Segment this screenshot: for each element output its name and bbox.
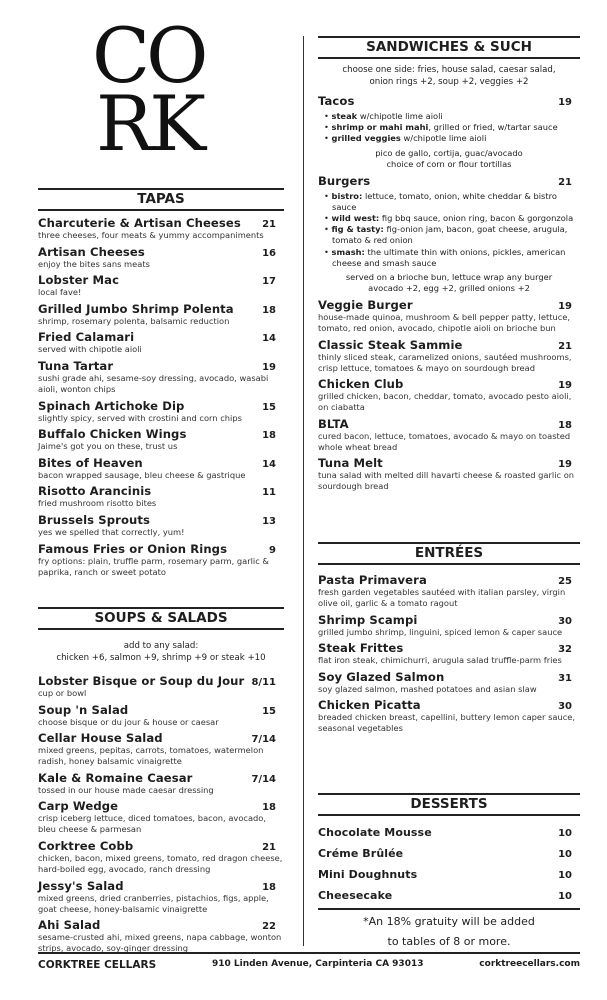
- menu-item-name: Artisan Cheeses: [38, 244, 145, 259]
- section-title: TAPAS: [38, 188, 284, 211]
- tapas-list: [38, 216, 284, 578]
- menu-item-price: 14: [262, 458, 276, 470]
- option-item: [324, 224, 580, 246]
- menu-item: [38, 771, 284, 796]
- menu-item-price: 21: [262, 219, 276, 230]
- menu-item-price: 18: [262, 430, 276, 442]
- menu-item-header: [38, 513, 284, 527]
- menu-item-name: Pasta Primavera: [318, 573, 427, 587]
- menu-item: [38, 484, 284, 509]
- menu-item-description: cured bacon, lettuce, tomatoes, avocado & mayo on toasted whole wheat bread: [318, 430, 571, 452]
- gratuity-line: *An 18% gratuity will be added: [363, 915, 535, 928]
- menu-item-header: [38, 703, 284, 717]
- menu-item: [38, 674, 284, 699]
- menu-item-name: Tacos: [318, 94, 355, 108]
- footer: [38, 952, 580, 971]
- menu-item-description: three cheeses, four meats & yummy accompaniments: [38, 230, 264, 240]
- menu-item-description: fresh garden vegetables sautéed with italian parsley, virgin olive oil, garlic & a tomato ragout: [318, 587, 566, 608]
- menu-item-name: Buffalo Chicken Wings: [38, 427, 187, 442]
- menu-item-description: bacon wrapped sausage, bleu cheese & gastrique: [38, 469, 246, 480]
- menu-item-header: [38, 674, 284, 688]
- menu-item-description: crisp iceberg lettuce, diced tomatoes, bacon, avocado, bleu cheese & parmesan: [38, 813, 267, 835]
- menu-item-description: tossed in our house made caesar dressing: [38, 784, 214, 795]
- menu-item-description: grilled jumbo shrimp, linguini, spiced lemon & caper sauce: [318, 626, 563, 637]
- menu-item-name: Cheesecake: [318, 889, 393, 902]
- menu-item-description: sushi grade ahi, sesame-soy dressing, avocado, wasabi aioli, wonton chips: [38, 372, 269, 394]
- menu-item-name: Soy Glazed Salmon: [318, 669, 445, 684]
- sides-note: [318, 64, 580, 88]
- menu-item-header: [318, 338, 580, 352]
- menu-item: [318, 698, 580, 734]
- menu-item-name: Charcuterie & Artisan Cheeses: [38, 216, 241, 230]
- option-name: grilled veggies: [331, 133, 401, 144]
- option-item: [324, 122, 580, 133]
- menu-item-description: mixed greens, pepitas, carrots, tomatoes, watermelon radish, honey balsamic vinaigrette: [38, 745, 264, 767]
- menu-item: [38, 513, 284, 538]
- menu-item-name: Brussels Sprouts: [38, 512, 151, 527]
- menu-item-price: 30: [558, 615, 572, 627]
- menu-item-name: Kale & Romaine Caesar: [38, 770, 193, 785]
- menu-item-name: Chicken Picatta: [318, 698, 421, 713]
- menu-item-header: [318, 613, 580, 627]
- menu-item-header: [318, 456, 580, 470]
- menu-item-price: 10: [558, 828, 572, 839]
- menu-item-price: 11: [262, 487, 276, 499]
- menu-item-header: [318, 94, 580, 108]
- menu-item: [318, 641, 580, 666]
- menu-item-name: Tuna Melt: [318, 456, 383, 471]
- menu-item-name: Shrimp Scampi: [318, 612, 418, 627]
- note-line: chicken +6, salmon +9, shrimp +9 or steak +10: [56, 653, 266, 663]
- menu-item-name: Cellar House Salad: [38, 731, 163, 746]
- menu-item-header: [318, 826, 580, 840]
- sandwiches-list: [318, 298, 580, 492]
- gratuity-line: to tables of 8 or more.: [387, 935, 511, 948]
- menu-item-header: [318, 417, 580, 431]
- menu-item-price: 18: [262, 802, 276, 814]
- menu-item-price: 25: [558, 576, 572, 587]
- menu-item: [318, 613, 580, 638]
- menu-item-name: Fried Calamari: [38, 330, 135, 345]
- menu-item-description: chicken, bacon, mixed greens, tomato, red dragon cheese, hard-boiled egg, avocado, ranch dressing: [38, 852, 283, 874]
- menu-item-name: Soup 'n Salad: [38, 702, 129, 717]
- menu-item-price: 22: [262, 921, 276, 933]
- menu-item-header: [38, 731, 284, 745]
- section-title: SANDWICHES & SUCH: [318, 36, 580, 59]
- menu-item-name: Grilled Jumbo Shrimp Polenta: [38, 301, 234, 316]
- menu-item-header: [38, 918, 284, 932]
- note-line: choose one side: fries, house salad, caesar salad,: [342, 65, 556, 75]
- menu-item-name: Créme Brûlée: [318, 847, 404, 860]
- menu-item-name: Veggie Burger: [318, 298, 413, 313]
- menu-item: [318, 338, 580, 374]
- menu-item-name: Burgers: [318, 173, 371, 188]
- menu-item-header: [38, 359, 284, 373]
- menu-item: [38, 703, 284, 728]
- menu-item-header: [318, 174, 580, 188]
- menu-item-name: Corktree Cobb: [38, 838, 134, 853]
- menu-item: [38, 273, 284, 298]
- option-detail: , grilled or fried, w/tartar sauce: [428, 122, 558, 133]
- menu-item-price: 32: [558, 644, 572, 656]
- menu-item: [38, 245, 284, 270]
- menu-item-price: 17: [262, 276, 276, 288]
- menu-item-description: sesame-crusted ahi, mixed greens, napa cabbage, wonton strips, avocado, soy-ginger dressing: [38, 932, 282, 954]
- menu-item-header: [38, 771, 284, 785]
- tacos-item: [318, 94, 580, 170]
- menu-item-name: Ahi Salad: [38, 918, 101, 933]
- option-detail: fig-onion jam, bacon, goat cheese, arugula, tomato & red onion: [332, 224, 568, 246]
- entrees-section: [318, 542, 580, 738]
- menu-item: [318, 456, 580, 492]
- menu-item-price: 21: [558, 176, 572, 188]
- menu-item-header: [318, 847, 580, 861]
- menu-item-header: [38, 216, 284, 230]
- menu-item-name: Classic Steak Sammie: [318, 337, 463, 352]
- menu-item: [318, 417, 580, 453]
- menu-item-description: slightly spicy, served with crostini and corn chips: [38, 412, 242, 423]
- option-item: [324, 133, 580, 144]
- menu-item-description: breaded chicken breast, capellini, buttery lemon caper sauce, seasonal vegetables: [318, 712, 576, 734]
- menu-item-price: 8/11: [251, 677, 276, 688]
- menu-item-name: Lobster Mac: [38, 273, 120, 288]
- option-detail: w/chipotle lime aioli: [357, 111, 443, 121]
- menu-item-price: 10: [558, 849, 572, 860]
- menu-item-header: [318, 868, 580, 882]
- menu-item-header: [318, 670, 580, 684]
- menu-item-price: 31: [558, 672, 572, 684]
- menu-item-price: 19: [558, 380, 572, 392]
- menu-item-header: [38, 484, 284, 498]
- desserts-list: [318, 826, 580, 903]
- menu-item-price: 16: [262, 247, 276, 259]
- option-name: fig & tasty:: [331, 224, 384, 235]
- menu-item: [318, 868, 580, 882]
- menu-item-name: Chicken Club: [318, 377, 404, 392]
- item-extras: [318, 272, 580, 294]
- menu-item-description: enjoy the bites sans meats: [38, 258, 150, 269]
- option-name: wild west:: [331, 213, 380, 224]
- menu-item-header: [318, 573, 580, 587]
- menu-item-header: [38, 542, 284, 556]
- menu-item-price: 15: [262, 705, 276, 717]
- section-title: DESSERTS: [318, 793, 580, 816]
- salad-addons-note: [38, 640, 284, 664]
- menu-item: [38, 399, 284, 424]
- menu-item-price: 9: [269, 544, 276, 556]
- menu-item-price: 15: [262, 401, 276, 413]
- menu-item-name: BLTA: [318, 416, 349, 431]
- item-extras: [318, 148, 580, 170]
- menu-item-name: Bites of Heaven: [38, 455, 143, 470]
- menu-item-name: Famous Fries or Onion Rings: [38, 541, 228, 556]
- extras-line: choice of corn or flour tortillas: [386, 158, 512, 169]
- menu-item: [38, 456, 284, 481]
- menu-item-description: fry options: plain, truffle parm, rosemary parm, garlic & paprika, ranch or sweet potato: [38, 555, 269, 577]
- menu-item-price: 19: [558, 97, 572, 108]
- footer-restaurant-name: CORKTREE CELLARS: [38, 959, 157, 971]
- menu-item: [38, 302, 284, 327]
- option-name: steak: [331, 111, 358, 121]
- menu-item-header: [318, 298, 580, 312]
- logo-line-2: RK: [96, 79, 202, 168]
- option-detail: w/chipotle lime aioli: [400, 133, 487, 144]
- section-title: ENTRÉES: [318, 542, 580, 565]
- menu-item-name: Steak Frittes: [318, 641, 404, 656]
- menu-item-description: served with chipotle aioli: [38, 344, 142, 355]
- menu-item: [318, 573, 580, 609]
- menu-item-header: [38, 330, 284, 344]
- menu-item-price: 30: [558, 701, 572, 713]
- menu-item-header: [38, 799, 284, 813]
- menu-item-price: 7/14: [251, 734, 276, 746]
- note-line: onion rings +2, soup +2, veggies +2: [369, 77, 529, 87]
- note-line: add to any salad:: [123, 641, 199, 651]
- menu-item-header: [38, 839, 284, 853]
- sandwiches-section: [318, 36, 580, 496]
- menu-item: [38, 839, 284, 875]
- menu-item-name: Chocolate Mousse: [318, 826, 432, 839]
- menu-item-price: 18: [262, 881, 276, 893]
- option-detail: lettuce, tomato, onion, white cheddar & bistro sauce: [332, 190, 557, 212]
- menu-item-description: house-made quinoa, mushroom & bell pepper patty, lettuce, tomato, red onion, avocado, chipotle aioli on brioche bun: [318, 312, 571, 334]
- menu-item: [318, 826, 580, 840]
- menu-item: [38, 542, 284, 578]
- menu-item-description: flat iron steak, chimichurri, arugula salad truffle-parm fries: [318, 655, 562, 666]
- menu-item-price: 10: [558, 870, 572, 881]
- gratuity-note: [318, 908, 580, 952]
- cork-logo: [92, 11, 205, 168]
- menu-item-description: shrimp, rosemary polenta, balsamic reduction: [38, 315, 230, 326]
- option-item: [324, 111, 580, 122]
- menu-item-description: tuna salad with melted dill havarti cheese & roasted garlic on sourdough bread: [318, 470, 575, 492]
- menu-item-header: [38, 427, 284, 441]
- menu-item: [38, 918, 284, 954]
- menu-item: [318, 670, 580, 695]
- menu-item: [318, 298, 580, 334]
- menu-item: [38, 330, 284, 355]
- menu-item: [38, 879, 284, 915]
- menu-item-header: [318, 641, 580, 655]
- soups-list: [38, 674, 284, 954]
- menu-item-header: [38, 245, 284, 259]
- menu-item-header: [318, 698, 580, 712]
- menu-item-price: 13: [262, 515, 276, 527]
- option-name: bistro:: [331, 190, 363, 201]
- menu-item: [318, 847, 580, 861]
- menu-item-name: Risotto Arancinis: [38, 484, 152, 499]
- footer-address: 910 Linden Avenue, Carpinteria CA 93013: [211, 959, 424, 969]
- option-name: shrimp or mahi mahi: [331, 122, 429, 133]
- option-item: [324, 191, 580, 213]
- menu-item-description: fried mushroom risotto bites: [38, 498, 157, 509]
- menu-item: [38, 359, 284, 395]
- menu-item-price: 18: [558, 419, 572, 431]
- menu-item-description: Jaime's got you on these, trust us: [38, 441, 178, 452]
- menu-item-name: Spinach Artichoke Dip: [38, 398, 185, 413]
- menu-item-description: local fave!: [38, 287, 82, 298]
- menu-item-header: [38, 302, 284, 316]
- menu-item-header: [38, 273, 284, 287]
- option-list: [324, 111, 580, 145]
- menu-item-header: [38, 399, 284, 413]
- extras-line: served on a brioche bun, lettuce wrap any burger: [345, 272, 553, 283]
- menu-item: [318, 377, 580, 413]
- menu-item: [38, 216, 284, 241]
- menu-item-description: grilled chicken, bacon, cheddar, tomato, avocado pesto aioli, on ciabatta: [318, 391, 572, 413]
- menu-item: [318, 889, 580, 903]
- menu-item-description: soy glazed salmon, mashed potatoes and asian slaw: [318, 683, 537, 694]
- menu-item-price: 19: [262, 361, 276, 373]
- extras-line: pico de gallo, cortija, guac/avocado: [375, 147, 523, 158]
- option-list: [324, 191, 580, 269]
- menu-item-price: 18: [262, 304, 276, 316]
- menu-item-price: 7/14: [251, 773, 276, 785]
- option-name: smash:: [331, 246, 365, 257]
- soups-salads-section: [38, 607, 284, 958]
- option-detail: the ultimate thin with onions, pickles, american cheese and smash sauce: [332, 246, 566, 268]
- menu-item-description: cup or bowl: [38, 688, 87, 698]
- menu-item-name: Mini Doughnuts: [318, 868, 418, 881]
- option-item: [324, 213, 580, 224]
- extras-line: avocado +2, egg +2, grilled onions +2: [368, 283, 530, 294]
- menu-item-price: 19: [558, 459, 572, 471]
- menu-item-description: yes we spelled that correctly, yum!: [38, 526, 185, 537]
- logo-line-1: CO: [92, 11, 205, 100]
- menu-item-name: Lobster Bisque or Soup du Jour: [38, 674, 245, 688]
- menu-item: [38, 731, 284, 767]
- menu-item-price: 14: [262, 333, 276, 345]
- menu-item-description: mixed greens, dried cranberries, pistachios, figs, apple, goat cheese, honey-balsamic vinaigrette: [38, 892, 269, 914]
- menu-item-description: thinly sliced steak, caramelized onions, sautéed mushrooms, crisp lettuce, tomatoes & mayo on sourdough bread: [318, 351, 572, 373]
- menu-item: [38, 799, 284, 835]
- menu-item-header: [318, 377, 580, 391]
- section-title: SOUPS & SALADS: [38, 607, 284, 630]
- menu-item-price: 21: [262, 841, 276, 853]
- menu-item-price: 10: [558, 891, 572, 902]
- option-item: [324, 247, 580, 269]
- menu-item: [38, 427, 284, 452]
- menu-item-header: [38, 879, 284, 893]
- footer-website: corktreecellars.com: [479, 959, 580, 969]
- menu-item-header: [38, 456, 284, 470]
- menu-item-name: Tuna Tartar: [38, 358, 114, 373]
- option-detail: fig bbq sauce, onion ring, bacon & gorgonzola: [379, 213, 574, 224]
- menu-item-price: 19: [558, 301, 572, 313]
- menu-item-header: [318, 889, 580, 903]
- entrees-list: [318, 573, 580, 734]
- tapas-section: [38, 188, 284, 581]
- menu-item-name: Jessy's Salad: [38, 878, 124, 893]
- menu-item-name: Carp Wedge: [38, 799, 119, 814]
- menu-item-price: 21: [558, 340, 572, 352]
- burgers-item: [318, 174, 580, 294]
- column-divider: [303, 36, 304, 946]
- menu-item-description: choose bisque or du jour & house or caesar: [38, 716, 219, 727]
- desserts-section: [318, 793, 580, 910]
